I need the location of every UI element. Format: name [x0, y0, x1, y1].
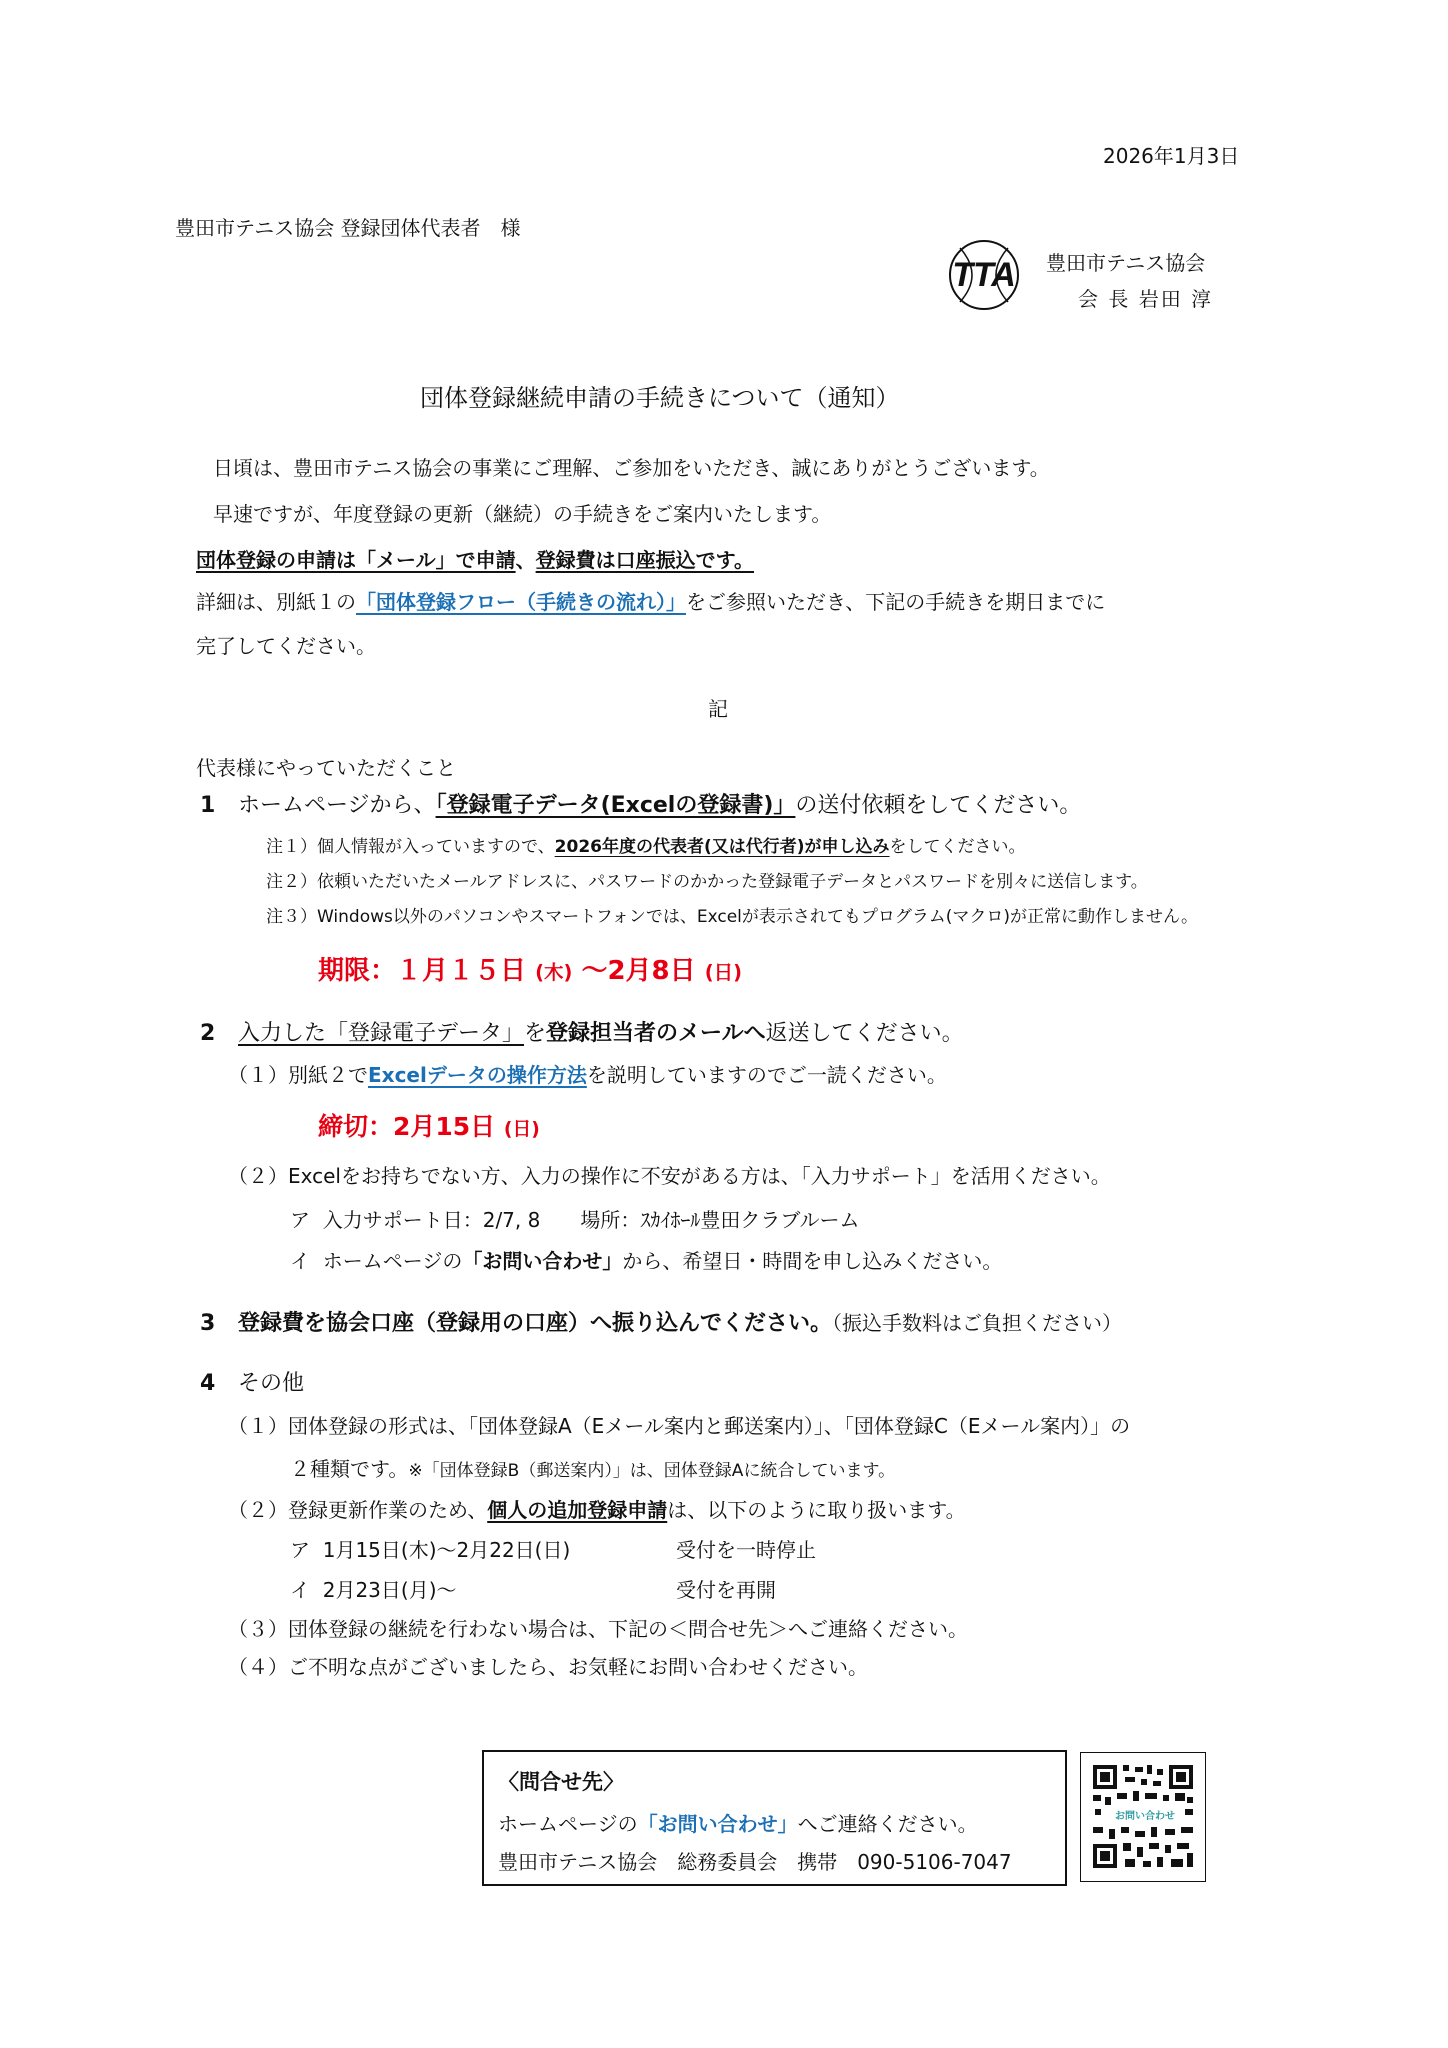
sub-text: 団体登録の継続を行わない場合は、下記の＜問合せ先＞へご連絡ください。 [288, 1617, 968, 1641]
item1-number: 1 [200, 793, 216, 818]
item3-note: （振込手数料はご負担ください） [832, 1311, 1123, 1335]
note-post: をしてください。 [889, 837, 1026, 857]
item4-sub1-line2 [290, 1453, 895, 1482]
item2-post: 返送してください。 [765, 1021, 964, 1046]
svg-text:TTA: TTA [952, 256, 1016, 294]
sender-name: 会 長 岩田 淳 [1078, 287, 1214, 311]
contact-line1 [498, 1808, 978, 1837]
detail-post: をご参照いただき、下記の手続きを期日までに [686, 590, 1106, 614]
sub-post: を説明していますのでご一読ください。 [586, 1063, 947, 1087]
document-title: 団体登録継続申請の手続きについて（通知） [420, 384, 900, 412]
intro-bold-notice [196, 544, 754, 573]
deadline-end: ～2月8日 [581, 956, 696, 986]
schedule-status-a: 受付を一時停止 [676, 1538, 816, 1562]
note-label: 注３） [266, 907, 317, 927]
schedule-period: 2月23日(月)～ [322, 1578, 457, 1602]
deadline-dow: (日) [503, 1119, 540, 1140]
deadline-label: 締切：2月15日 [318, 1112, 496, 1141]
schedule-label: イ [290, 1578, 310, 1602]
sender-organization: 豊田市テニス協会 [1046, 251, 1206, 275]
sub-text: ご不明な点がございましたら、お気軽にお問い合わせください。 [288, 1655, 868, 1679]
item4-heading: その他 [238, 1371, 305, 1396]
item2-sub2-i [290, 1245, 1002, 1274]
item3-number: 3 [200, 1311, 216, 1336]
item2-sub1 [228, 1059, 947, 1088]
excel-guide-link[interactable]: Excelデータの操作方法 [368, 1063, 587, 1087]
deadline-dow: (日) [704, 961, 743, 984]
item1-post: の送付依頼をしてください。 [795, 793, 1082, 818]
sub-post: は、以下のように取り扱います。 [667, 1498, 966, 1522]
ki-marker: 記 [708, 697, 728, 721]
item1-note2 [266, 867, 1148, 892]
item2-sub2 [228, 1160, 1111, 1189]
item1-pre: ホームページから、 [238, 793, 436, 818]
sub-pre: ホームページの [322, 1249, 463, 1273]
intro-line1: 日頃は、豊田市テニス協会の事業にご理解、ご参加をいただき、誠にありがとうございます。 [213, 456, 1050, 480]
item2 [200, 1016, 964, 1047]
detail-pre: 詳細は、別紙１の [196, 590, 356, 614]
sub-post: から、希望日・時間を申し込みください。 [622, 1249, 1003, 1273]
contact-post: へご連絡ください。 [797, 1812, 978, 1836]
item4-sub4 [228, 1651, 868, 1680]
schedule-row-i [290, 1574, 457, 1603]
sub-label: （４） [228, 1655, 288, 1679]
sub-note: ※「団体登録B（郵送案内）」は、団体登録Aに統合しています。 [408, 1461, 896, 1481]
intro-detail [196, 586, 1105, 615]
item2-bold: 登録担当者のメールへ [546, 1021, 766, 1046]
inquiry-reference: 「お問い合わせ」 [462, 1249, 623, 1273]
sub-text: Excelをお持ちでない方、入力の操作に不安がある方は、「入力サポート」を活用ください。 [288, 1164, 1111, 1188]
schedule-label: ア [290, 1538, 310, 1562]
sub-bold: 個人の追加登録申請 [487, 1498, 668, 1522]
intro-line2: 早速ですが、年度登録の更新（継続）の手続きをご案内いたします。 [213, 502, 832, 526]
sub-label: （２） [228, 1164, 288, 1188]
note-label: 注２） [266, 872, 317, 892]
schedule-status-i: 受付を再開 [676, 1578, 776, 1602]
item2-mid: を [524, 1021, 547, 1046]
tta-logo [938, 236, 1030, 314]
contact-box [482, 1750, 1067, 1886]
note-emph: 2026年度の代表者(又は代行者)が申し込み [554, 837, 890, 857]
recipient: 豊田市テニス協会 登録団体代表者 様 [175, 216, 521, 240]
item1-deadline [318, 950, 742, 987]
item4-sub1 [228, 1410, 1130, 1439]
item4 [200, 1366, 304, 1397]
item1-note1 [266, 832, 1026, 857]
item1 [200, 788, 1081, 819]
sub-text: 団体登録の形式は、「団体登録A（Eメール案内と郵送案内）」、「団体登録C（Eメール案内）」の [288, 1414, 1131, 1438]
flow-doc-link[interactable]: 「団体登録フロー（手続きの流れ）」 [356, 590, 686, 614]
qr-code[interactable] [1080, 1752, 1206, 1882]
sub-label: イ [290, 1249, 310, 1273]
sub-label: （１） [228, 1063, 288, 1087]
qr-label: お問い合わせ [1109, 1809, 1181, 1825]
note-text: 個人情報が入っていますので、 [317, 837, 555, 857]
item2-underlined: 入力した「登録電子データ」 [238, 1021, 525, 1046]
item3-bold: 登録費を協会口座（登録用の口座）へ振り込んでください。 [238, 1311, 833, 1336]
sub-label: （１） [228, 1414, 288, 1438]
contact-heading: 〈問合せ先〉 [498, 1770, 624, 1794]
sub-label: （２） [228, 1498, 288, 1522]
sub-text: ２種類です。 [290, 1457, 409, 1481]
support-schedule: 入力サポート日：2/7, 8 場所：ｽｶｲﾎｰﾙ豊田クラブルーム [322, 1208, 860, 1232]
item2-deadline [318, 1107, 540, 1143]
item3 [200, 1306, 1122, 1337]
item2-sub2-a [290, 1204, 860, 1233]
note-text: 依頼いただいたメールアドレスに、パスワードのかかった登録電子データとパスワードを別々に送信します。 [317, 872, 1148, 892]
item4-sub3 [228, 1613, 968, 1642]
note-label: 注１） [266, 837, 317, 857]
sub-label: （３） [228, 1617, 288, 1641]
notice-application-method: 団体登録の申請は「メール」で申請 [196, 548, 516, 572]
item4-number: 4 [200, 1371, 216, 1396]
notice-separator: 、 [515, 548, 536, 572]
intro-detail-line2: 完了してください。 [196, 634, 376, 658]
todo-heading: 代表様にやっていただくこと [196, 756, 456, 780]
note-text: Windows以外のパソコンやスマートフォンでは、Excelが表示されてもプログラム(マクロ)が正常に動作しません。 [317, 907, 1198, 927]
notice-payment-method: 登録費は口座振込です。 [535, 548, 755, 572]
deadline-label: 期限：１月１５日 [318, 956, 527, 986]
document-date: 2026年1月3日 [1103, 144, 1240, 168]
deadline-dow: (木) [535, 961, 573, 984]
item1-note3 [266, 902, 1198, 927]
schedule-period: 1月15日(木)～2月22日(日) [322, 1538, 571, 1562]
contact-pre: ホームページの [498, 1812, 638, 1836]
tennis-ball-icon [938, 236, 1030, 314]
item1-emph: 「登録電子データ(Excelの登録書)」 [435, 793, 796, 818]
schedule-row-a [290, 1534, 570, 1563]
item4-sub2 [228, 1494, 966, 1523]
contact-line2: 豊田市テニス協会 総務委員会 携帯 090-5106-7047 [498, 1850, 1012, 1874]
sub-pre: 別紙２で [288, 1063, 368, 1087]
sub-label: ア [290, 1208, 310, 1232]
inquiry-link[interactable]: 「お問い合わせ」 [637, 1812, 798, 1836]
sub-pre: 登録更新作業のため、 [288, 1498, 488, 1522]
item2-number: 2 [200, 1021, 216, 1046]
